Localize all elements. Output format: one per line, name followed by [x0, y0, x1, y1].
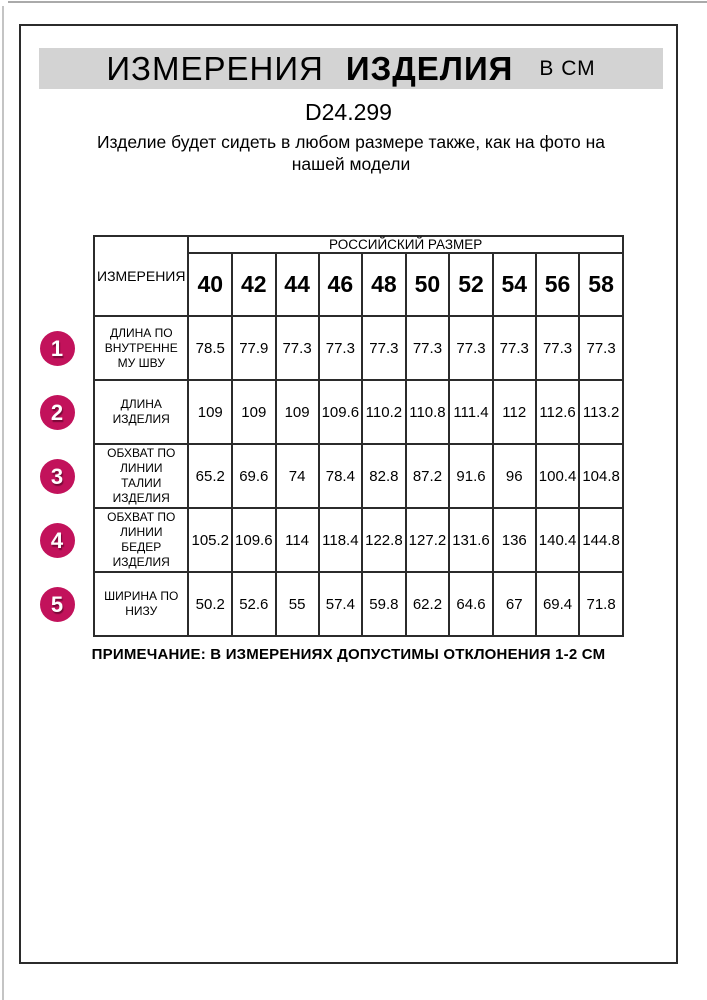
value-cell: 77.3	[536, 316, 580, 380]
value-cell: 144.8	[579, 508, 623, 572]
table-row	[21, 316, 623, 380]
value-cell: 91.6	[449, 444, 493, 508]
table-row	[21, 380, 623, 444]
value-cell: 71.8	[579, 572, 623, 636]
size-header-cell: 48	[362, 253, 406, 316]
value-cell: 65.2	[188, 444, 232, 508]
value-cell: 59.8	[362, 572, 406, 636]
value-cell: 77.3	[276, 316, 319, 380]
scan-edge-left	[2, 6, 4, 1000]
value-cell: 140.4	[536, 508, 580, 572]
value-cell: 109.6	[232, 508, 276, 572]
value-cell: 78.4	[319, 444, 363, 508]
size-group-header-row	[21, 236, 623, 253]
size-measurements-table	[21, 235, 624, 637]
row-number-cell	[21, 316, 94, 380]
row-number-badge: 5	[40, 587, 75, 622]
row-number-cell	[21, 572, 94, 636]
value-cell: 62.2	[406, 572, 450, 636]
size-header-cell: 50	[406, 253, 450, 316]
value-cell: 77.3	[493, 316, 536, 380]
value-cell: 78.5	[188, 316, 232, 380]
value-cell: 82.8	[362, 444, 406, 508]
value-cell: 136	[493, 508, 536, 572]
measurement-label: ОБХВАТ ПО ЛИНИИ БЕДЕР ИЗДЕЛИЯ	[94, 508, 188, 572]
title-band	[39, 48, 663, 89]
size-header-cell: 56	[536, 253, 580, 316]
value-cell: 109	[276, 380, 319, 444]
value-cell: 127.2	[406, 508, 450, 572]
size-header-cell: 54	[493, 253, 536, 316]
value-cell: 112.6	[536, 380, 580, 444]
value-cell: 111.4	[449, 380, 493, 444]
gutter-cell	[21, 253, 94, 316]
value-cell: 50.2	[188, 572, 232, 636]
size-header-cell: 44	[276, 253, 319, 316]
table-row	[21, 444, 623, 508]
measurement-label: ОБХВАТ ПО ЛИНИИ ТАЛИИ ИЗДЕЛИЯ	[94, 444, 188, 508]
value-cell: 109	[232, 380, 276, 444]
value-cell: 69.6	[232, 444, 276, 508]
value-cell: 110.8	[406, 380, 450, 444]
value-cell: 64.6	[449, 572, 493, 636]
value-cell: 52.6	[232, 572, 276, 636]
value-cell: 109.6	[319, 380, 363, 444]
value-cell: 67	[493, 572, 536, 636]
row-number-cell	[21, 508, 94, 572]
row-number-cell	[21, 380, 94, 444]
scan-edge-top	[8, 1, 707, 3]
value-cell: 122.8	[362, 508, 406, 572]
tolerance-note: ПРИМЕЧАНИЕ: В ИЗМЕРЕНИЯХ ДОПУСТИМЫ ОТКЛОНЕНИЯ 1-2 СМ	[91, 646, 606, 663]
value-cell: 74	[276, 444, 319, 508]
table-row	[21, 572, 623, 636]
value-cell: 55	[276, 572, 319, 636]
value-cell: 113.2	[579, 380, 623, 444]
value-cell: 87.2	[406, 444, 450, 508]
size-header-cell: 46	[319, 253, 363, 316]
value-cell: 131.6	[449, 508, 493, 572]
value-cell: 112	[493, 380, 536, 444]
value-cell: 109	[188, 380, 232, 444]
row-number-badge: 1	[40, 331, 75, 366]
value-cell: 77.3	[362, 316, 406, 380]
value-cell: 104.8	[579, 444, 623, 508]
value-cell: 96	[493, 444, 536, 508]
value-cell: 77.3	[319, 316, 363, 380]
page-title-unit: В СМ	[539, 56, 596, 80]
value-cell: 105.2	[188, 508, 232, 572]
size-header-cell: 52	[449, 253, 493, 316]
size-header-cell: 40	[188, 253, 232, 316]
gutter-cell	[21, 236, 94, 253]
value-cell: 77.3	[449, 316, 493, 380]
measurement-label: ДЛИНА ИЗДЕЛИЯ	[94, 380, 188, 444]
value-cell: 77.9	[232, 316, 276, 380]
row-number-badge: 2	[40, 395, 75, 430]
value-cell: 110.2	[362, 380, 406, 444]
table-row	[21, 508, 623, 572]
row-number-badge: 3	[40, 459, 75, 494]
value-cell: 77.3	[579, 316, 623, 380]
measurement-label: ШИРИНА ПО НИЗУ	[94, 572, 188, 636]
measurement-label: ДЛИНА ПО ВНУТРЕННЕМУ ШВУ	[94, 316, 188, 380]
fit-description: Изделие будет сидеть в любом размере также, как на фото на нашей модели	[96, 132, 606, 174]
russian-size-header: РОССИЙСКИЙ РАЗМЕР	[188, 236, 622, 253]
page-title-measurements: ИЗМЕРЕНИЯ	[106, 49, 324, 87]
value-cell: 69.4	[536, 572, 580, 636]
model-code: D24.299	[305, 99, 392, 125]
size-chart-page	[19, 24, 678, 964]
value-cell: 77.3	[406, 316, 450, 380]
row-number-cell	[21, 444, 94, 508]
value-cell: 118.4	[319, 508, 363, 572]
size-header-cell: 58	[579, 253, 623, 316]
value-cell: 114	[276, 508, 319, 572]
value-cell: 100.4	[536, 444, 580, 508]
value-cell: 57.4	[319, 572, 363, 636]
measurements-column-header: ИЗМЕРЕНИЯ	[94, 236, 188, 316]
row-number-badge: 4	[40, 523, 75, 558]
size-header-cell: 42	[232, 253, 276, 316]
page-title-product: ИЗДЕЛИЯ	[345, 49, 514, 87]
